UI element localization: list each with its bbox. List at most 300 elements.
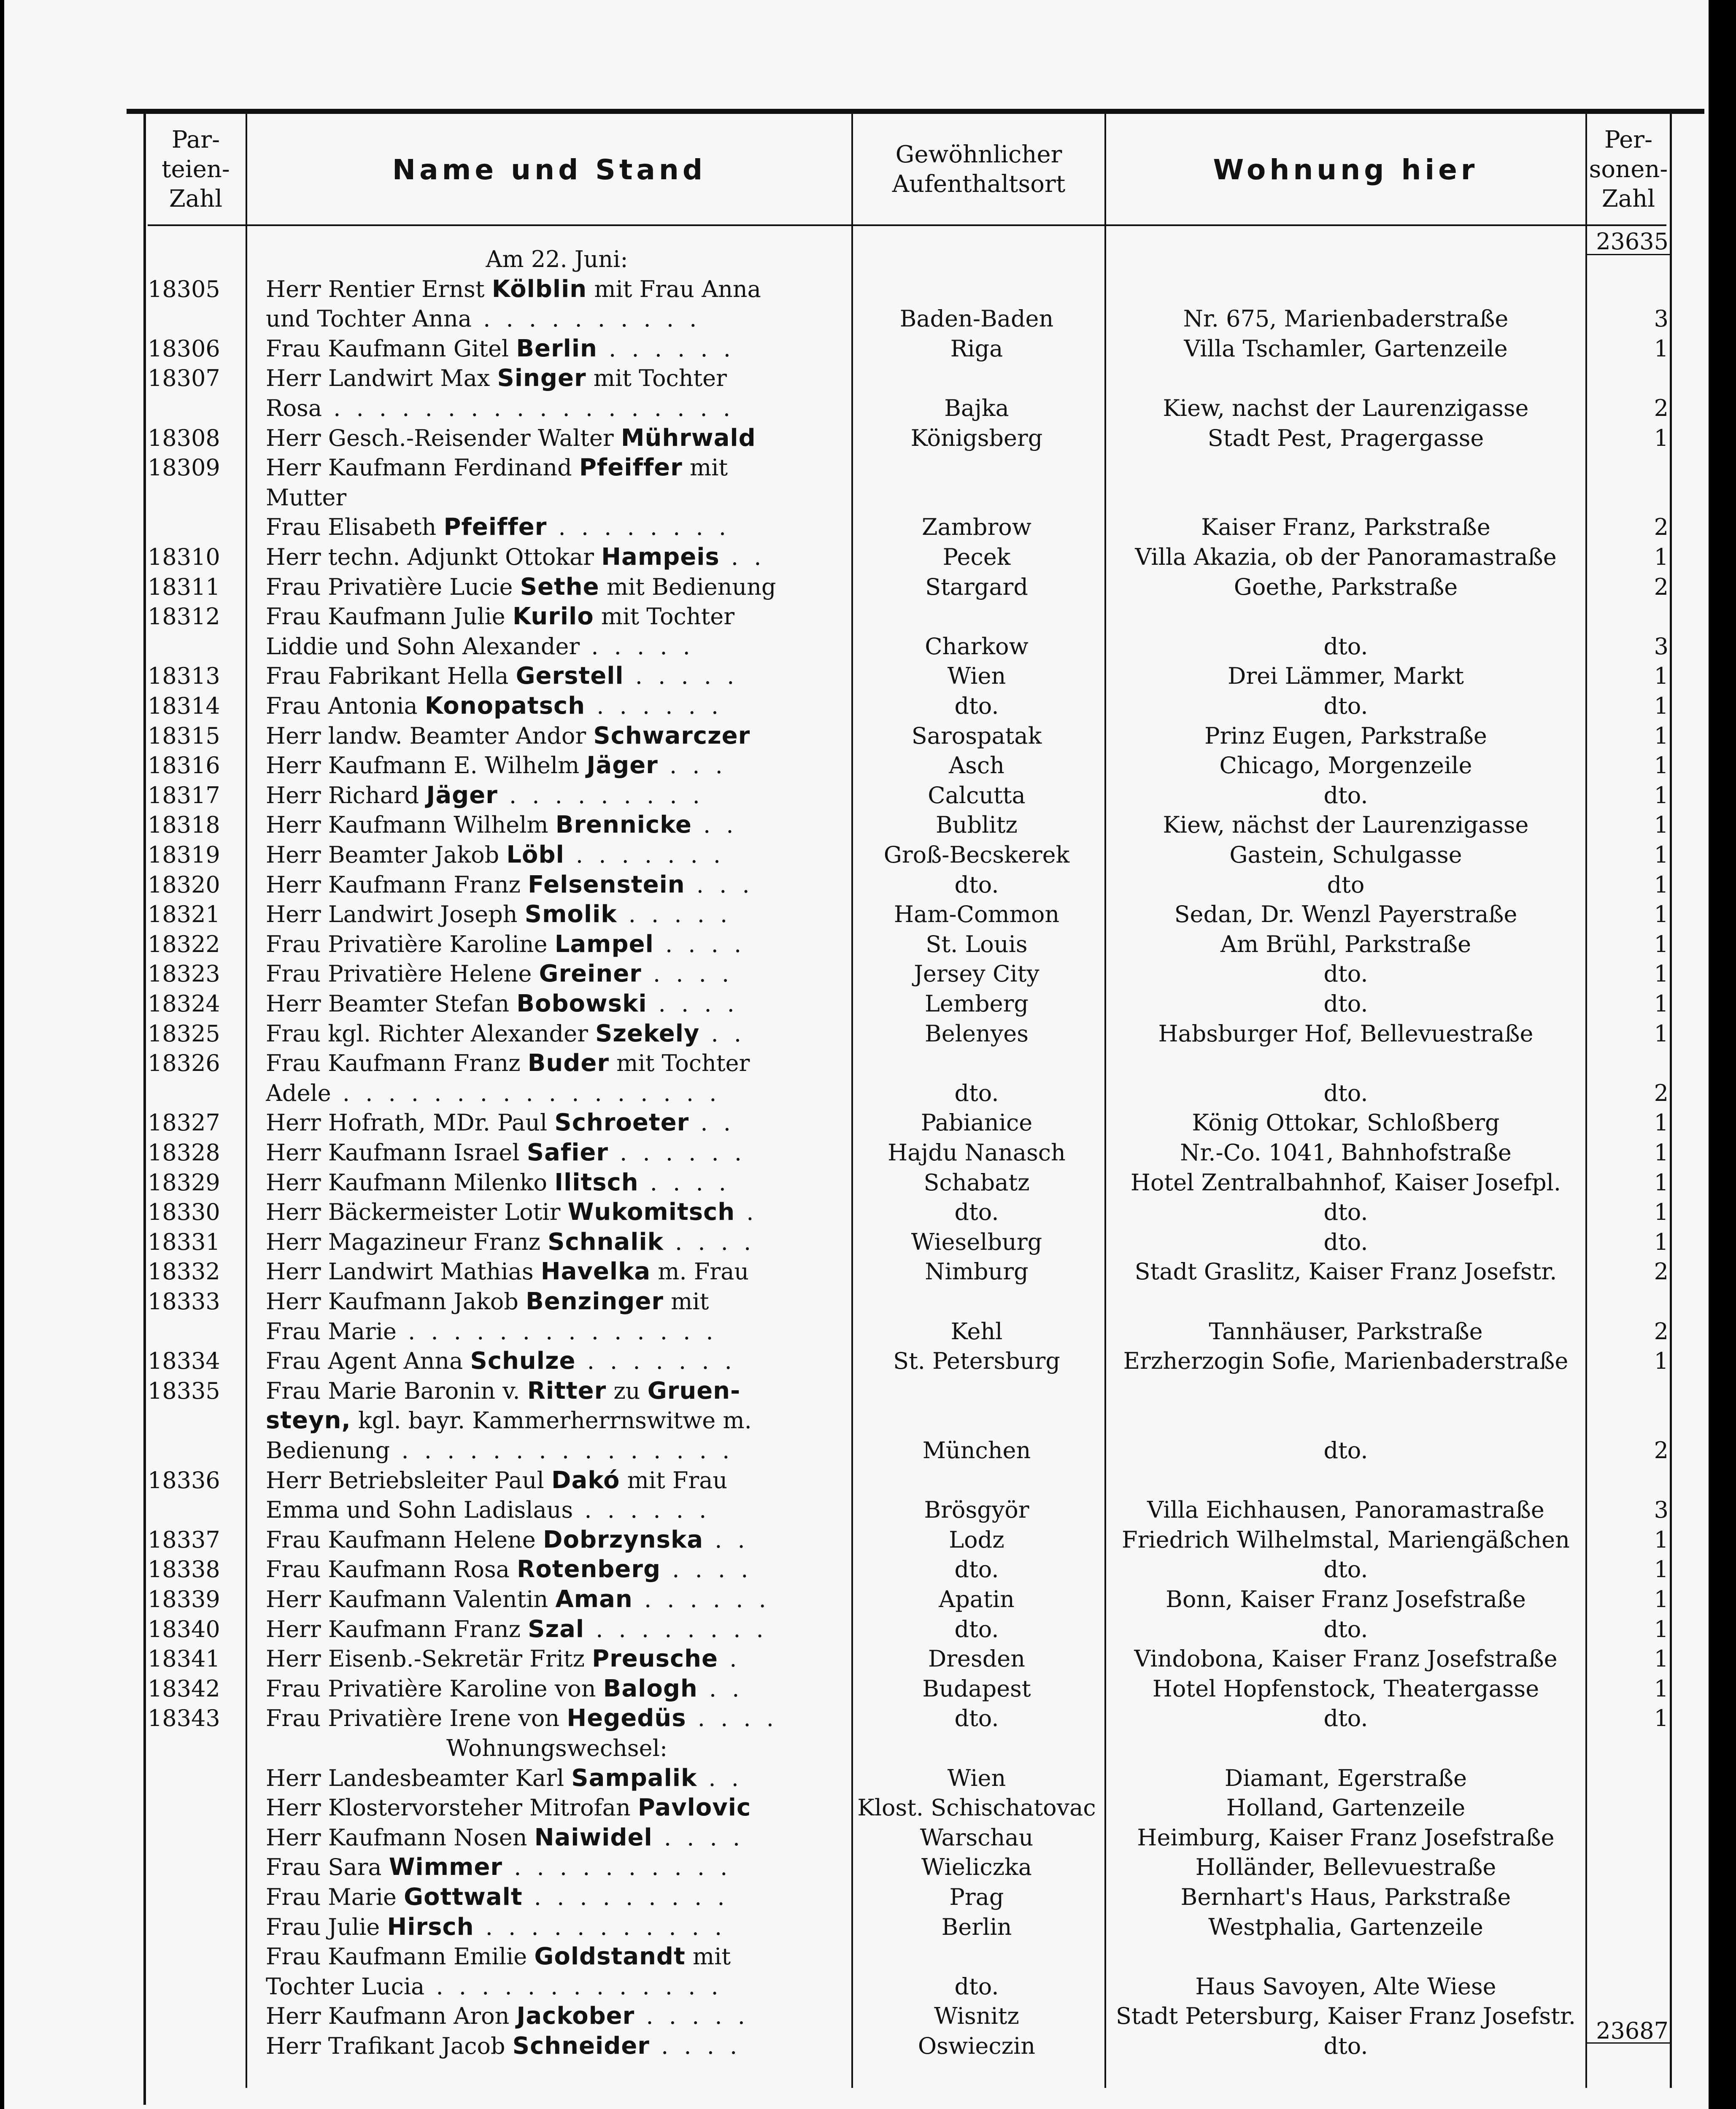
surname: Pfeiffer — [443, 513, 547, 541]
table-row — [4, 721, 1709, 751]
party-number: 18317 — [148, 782, 220, 809]
name-prefix: Herr Gesch.-Reisender Walter — [266, 425, 621, 451]
surname: Sampalik — [571, 1764, 697, 1792]
name-prefix: Tochter Lucia — [266, 1973, 425, 2000]
surname: Balogh — [603, 1675, 698, 1702]
name-and-status — [266, 1882, 848, 1912]
surname: Ritter — [527, 1377, 607, 1405]
leader-dots: . . . . . . . . . . — [472, 305, 701, 332]
name-prefix: Emma und Sohn Ladislaus — [266, 1497, 573, 1523]
surname: Wukomitsch — [567, 1198, 735, 1226]
usual-residence: dto. — [954, 1556, 999, 1583]
dwelling-address: Kiew, nächst der Laurenzigasse — [1163, 812, 1529, 838]
leader-dots: . . . — [658, 752, 727, 779]
usual-residence: Groß-Becskerek — [883, 841, 1070, 868]
name-prefix: Frau Privatière Helene — [266, 960, 539, 987]
surname: Jäger — [586, 752, 658, 779]
dwelling-address: dto — [1327, 871, 1365, 898]
name-suffix: mit — [663, 1288, 709, 1315]
leader-dots: . . . . — [649, 2033, 742, 2059]
usual-residence: Asch — [949, 752, 1004, 779]
party-number: 18337 — [148, 1526, 220, 1553]
persons-count: 1 — [1654, 544, 1669, 570]
section-heading-row — [4, 1734, 1709, 1763]
party-number: 18336 — [148, 1467, 220, 1494]
name-prefix: Frau Kaufmann Rosa — [266, 1556, 517, 1583]
dwelling-address: Goethe, Parkstraße — [1234, 574, 1458, 600]
persons-count: 1 — [1654, 1526, 1669, 1553]
name-and-status — [266, 512, 848, 542]
persons-count: 2 — [1654, 514, 1669, 540]
dwelling-address: dto. — [1323, 1705, 1368, 1731]
table-row — [4, 423, 1709, 453]
leader-dots: . . . . . . . . . — [497, 782, 704, 809]
table-row — [4, 1436, 1709, 1465]
header-party-number: Par- teien- Zahl — [162, 126, 230, 213]
name-and-status — [266, 334, 848, 364]
surname: Schroeter — [554, 1109, 689, 1136]
name-and-status — [266, 304, 848, 334]
table-row — [4, 691, 1709, 721]
surname: Lampel — [554, 930, 654, 958]
name-and-status — [266, 1764, 848, 1793]
leader-dots: . . . . . — [617, 901, 732, 928]
usual-residence: Wien — [947, 663, 1006, 689]
name-prefix: Mutter — [266, 484, 347, 511]
surname: Buder — [527, 1049, 609, 1077]
leader-dots: . . . . . . . . . . — [502, 1854, 732, 1880]
name-prefix: Herr Landwirt Joseph — [266, 901, 525, 928]
surname: Berlin — [516, 335, 597, 362]
dwelling-address: Kaiser Franz, Parkstraße — [1201, 514, 1490, 540]
surname: Jackober — [516, 2002, 635, 2030]
dwelling-address: dto. — [1323, 1556, 1368, 1583]
name-prefix: Herr Rentier Ernst — [266, 276, 492, 302]
leader-dots: . . . . — [653, 931, 746, 957]
party-number: 18340 — [148, 1616, 220, 1642]
table-row — [4, 394, 1709, 423]
usual-residence: Apatin — [939, 1586, 1015, 1613]
party-number: 18333 — [148, 1288, 220, 1315]
surname: Gerstell — [516, 662, 624, 690]
table-row — [4, 1823, 1709, 1853]
leader-dots: . . . . . . . . . — [522, 1884, 729, 1910]
name-and-status — [266, 1168, 848, 1197]
persons-count: 3 — [1654, 633, 1669, 660]
dwelling-address: Vindobona, Kaiser Franz Josefstraße — [1134, 1645, 1558, 1672]
leader-dots: . . . . — [652, 1824, 745, 1851]
leader-dots: . . . . . — [624, 663, 739, 689]
name-and-status — [266, 810, 848, 840]
table-row — [4, 334, 1709, 364]
name-and-status — [266, 275, 848, 304]
carried-total: 23635 — [1596, 228, 1669, 255]
surname: Bobowski — [516, 990, 647, 1017]
name-prefix: Adele — [266, 1080, 331, 1106]
usual-residence: Ham-Common — [894, 901, 1060, 928]
name-prefix: Herr techn. Adjunkt Ottokar — [266, 544, 602, 570]
dwelling-address: Gastein, Schulgasse — [1229, 841, 1462, 868]
name-and-status — [266, 1108, 848, 1138]
surname: Greiner — [539, 960, 642, 987]
persons-count: 1 — [1654, 1169, 1669, 1196]
surname: Ilitsch — [554, 1169, 639, 1196]
name-and-status — [266, 661, 848, 691]
name-prefix: Bedienung — [266, 1437, 390, 1464]
surname: Smolik — [524, 901, 617, 928]
surname: Sethe — [520, 573, 599, 601]
table-row — [4, 1674, 1709, 1704]
name-prefix: Frau kgl. Richter Alexander — [266, 1020, 596, 1047]
table-row — [4, 1585, 1709, 1614]
persons-count: 2 — [1654, 1318, 1669, 1345]
name-suffix: m. Frau — [651, 1258, 749, 1285]
surname: Safier — [526, 1139, 608, 1166]
name-and-status — [266, 1793, 848, 1823]
name-and-status — [266, 423, 848, 453]
surname: Szekely — [595, 1020, 700, 1047]
usual-residence: Budapest — [922, 1675, 1031, 1702]
persons-count: 1 — [1654, 335, 1669, 362]
surname: Konopatsch — [424, 692, 586, 720]
name-prefix: Frau Marie — [266, 1884, 404, 1910]
table-row — [4, 1019, 1709, 1049]
dwelling-address: Bonn, Kaiser Franz Josefstraße — [1166, 1586, 1526, 1613]
surname: Gottwalt — [404, 1883, 523, 1911]
table-row — [4, 751, 1709, 780]
usual-residence: Wien — [947, 1765, 1006, 1791]
usual-residence: Lodz — [949, 1526, 1004, 1553]
name-prefix: Frau Elisabeth — [266, 514, 444, 540]
name-suffix: mit Tochter — [586, 365, 727, 391]
table-row — [4, 1793, 1709, 1823]
persons-count: 1 — [1654, 782, 1669, 809]
surname: Felsenstein — [528, 871, 685, 898]
usual-residence: Charkow — [925, 633, 1029, 660]
table-row — [4, 1764, 1709, 1793]
usual-residence: Zambrow — [921, 514, 1032, 540]
persons-count: 1 — [1654, 663, 1669, 689]
table-row — [4, 1555, 1709, 1584]
dwelling-address: Nr. 675, Marienbaderstraße — [1183, 305, 1509, 332]
name-and-status — [266, 1853, 848, 1882]
usual-residence: Pabianice — [921, 1109, 1033, 1136]
table-row — [4, 1882, 1709, 1912]
dwelling-address: Villa Tschamler, Gartenzeile — [1184, 335, 1508, 362]
leader-dots: . . . . . . . . . . . . . . . . . — [331, 1080, 721, 1106]
header-rule — [148, 224, 1666, 226]
usual-residence: Dresden — [928, 1645, 1026, 1672]
party-number: 18324 — [148, 990, 220, 1017]
dwelling-address: Stadt Petersburg, Kaiser Franz Josefstr. — [1115, 2003, 1576, 2029]
name-and-status — [266, 900, 848, 929]
persons-count: 1 — [1654, 1020, 1669, 1047]
usual-residence: Pecek — [942, 544, 1011, 570]
dwelling-address: Sedan, Dr. Wenzl Payerstraße — [1174, 901, 1517, 928]
name-prefix: Frau Antonia — [266, 693, 425, 719]
name-and-status — [266, 364, 848, 393]
name-suffix: mit — [682, 454, 728, 481]
table-row — [4, 1912, 1709, 1942]
leader-dots: . . . . . . . . . . . — [474, 1914, 726, 1940]
dwelling-address: dto. — [1323, 782, 1368, 809]
name-prefix: Herr Bäckermeister Lotir — [266, 1199, 568, 1225]
name-and-status — [266, 1019, 848, 1049]
name-prefix: Frau Kaufmann Franz — [266, 1050, 528, 1076]
name-suffix: mit Frau Anna — [587, 276, 761, 302]
table-row — [4, 1168, 1709, 1197]
name-and-status — [266, 2031, 848, 2061]
party-number: 18323 — [148, 960, 220, 987]
name-prefix: Herr Kaufmann Jakob — [266, 1288, 526, 1315]
dwelling-address: dto. — [1323, 1229, 1368, 1255]
final-total: 23687 — [1596, 2017, 1669, 2044]
name-and-status — [266, 1406, 848, 1435]
party-number: 18326 — [148, 1050, 220, 1076]
table-row — [4, 1615, 1709, 1644]
usual-residence: München — [922, 1437, 1031, 1464]
leader-dots: . . . . . . . — [564, 841, 725, 868]
party-number: 18343 — [148, 1705, 220, 1731]
usual-residence: Klost. Schischatovac — [857, 1794, 1096, 1821]
table-row — [4, 1108, 1709, 1138]
name-prefix: Frau Marie Baronin v. — [266, 1378, 527, 1404]
name-prefix: Herr Klostervorsteher Mitrofan — [266, 1794, 638, 1821]
table-row — [4, 453, 1709, 483]
leader-dots: . . — [689, 1109, 735, 1136]
table-row — [4, 989, 1709, 1019]
persons-count: 3 — [1654, 305, 1669, 332]
leader-dots: . . . . . — [634, 2003, 749, 2029]
table-row — [4, 1227, 1709, 1257]
name-and-status — [266, 1466, 848, 1495]
name-prefix: Herr Eisenb.-Sekretär Fritz — [266, 1645, 592, 1672]
leader-dots: . . — [703, 1526, 749, 1553]
name-suffix: mit Bedienung — [599, 574, 776, 600]
name-and-status — [266, 602, 848, 631]
leader-dots: . — [718, 1645, 741, 1672]
persons-count: 1 — [1654, 425, 1669, 451]
party-number: 18311 — [148, 574, 220, 600]
name-prefix: Frau Privatière Irene von — [266, 1705, 567, 1731]
name-and-status — [266, 1912, 848, 1942]
surname: Kölblin — [491, 275, 587, 303]
name-and-status — [266, 781, 848, 810]
table-row — [4, 1466, 1709, 1495]
leader-dots: . . . . . . . — [575, 1348, 736, 1374]
name-prefix: Herr Kaufmann Ferdinand — [266, 454, 579, 481]
dwelling-address: Kiew, nachst der Laurenzigasse — [1163, 395, 1529, 421]
name-prefix: Frau Marie — [266, 1318, 397, 1345]
name-and-status — [266, 959, 848, 989]
leader-dots: . . . . . . . . . . . . . . — [396, 1318, 718, 1345]
table-row — [4, 364, 1709, 393]
name-prefix: Herr Kaufmann Aron — [266, 2003, 517, 2029]
leader-dots: . . — [697, 1675, 744, 1702]
party-number: 18341 — [148, 1645, 220, 1672]
dwelling-address: Chicago, Morgenzeile — [1219, 752, 1472, 779]
name-and-status — [266, 1555, 848, 1584]
name-prefix: Herr Kaufmann Wilhelm — [266, 812, 556, 838]
name-and-status — [266, 1138, 848, 1168]
party-number: 18329 — [148, 1169, 220, 1196]
party-number: 18318 — [148, 812, 220, 838]
dwelling-address: Am Brühl, Parkstraße — [1220, 931, 1471, 957]
party-number: 18305 — [148, 276, 220, 302]
usual-residence: Wieliczka — [921, 1854, 1032, 1880]
table-row — [4, 1287, 1709, 1316]
name-and-status — [266, 721, 848, 751]
party-number: 18321 — [148, 901, 220, 928]
persons-count: 1 — [1654, 1139, 1669, 1166]
register-page — [4, 0, 1709, 2109]
name-prefix: Herr Landesbeamter Karl — [266, 1765, 572, 1791]
persons-count: 1 — [1654, 841, 1669, 868]
dwelling-address: Stadt Pest, Pragergasse — [1207, 425, 1484, 451]
leader-dots: . . . . — [647, 990, 739, 1017]
persons-count: 1 — [1654, 1616, 1669, 1642]
name-and-status — [266, 572, 848, 602]
surname: Schneider — [512, 2032, 650, 2060]
surname: Schwarczer — [593, 722, 751, 750]
persons-count: 3 — [1654, 1497, 1669, 1523]
name-and-status — [266, 989, 848, 1019]
usual-residence: Oswieczin — [918, 2033, 1036, 2059]
table-row — [4, 1049, 1709, 1078]
name-and-status — [266, 691, 848, 721]
usual-residence: Kehl — [950, 1318, 1003, 1345]
table-row — [4, 1138, 1709, 1168]
name-and-status — [266, 483, 848, 512]
name-suffix: mit Tochter — [609, 1050, 750, 1076]
table-row — [4, 512, 1709, 542]
name-and-status — [266, 1495, 848, 1525]
dwelling-address: Erzherzogin Sofie, Marienbaderstraße — [1123, 1348, 1569, 1374]
party-number: 18319 — [148, 841, 220, 868]
usual-residence: dto. — [954, 1705, 999, 1731]
party-number: 18338 — [148, 1556, 220, 1583]
name-prefix: Frau Kaufmann Julie — [266, 603, 513, 630]
usual-residence: Stargard — [925, 574, 1028, 600]
name-suffix: kgl. bayr. Kammerherrnswitwe m. — [351, 1407, 752, 1434]
name-and-status — [266, 751, 848, 780]
name-prefix: Frau Privatière Lucie — [266, 574, 520, 600]
name-and-status — [266, 1674, 848, 1704]
name-prefix: Herr Richard — [266, 782, 427, 809]
dwelling-address: Hotel Hopfenstock, Theatergasse — [1152, 1675, 1539, 1702]
party-number: 18310 — [148, 544, 220, 570]
usual-residence: Warschau — [920, 1824, 1034, 1851]
surname: Gruen- — [647, 1377, 741, 1405]
persons-count: 1 — [1654, 1586, 1669, 1613]
usual-residence: Riga — [950, 335, 1003, 362]
dwelling-address: dto. — [1323, 1080, 1368, 1106]
party-number: 18320 — [148, 871, 220, 898]
dwelling-address: König Ottokar, Schloßberg — [1192, 1109, 1500, 1136]
party-number: 18313 — [148, 663, 220, 689]
name-and-status — [266, 1376, 848, 1406]
name-prefix: Frau Privatière Karoline von — [266, 1675, 603, 1702]
dwelling-address: dto. — [1323, 633, 1368, 660]
party-number: 18307 — [148, 365, 220, 391]
leader-dots: . . . . — [663, 1229, 756, 1255]
surname: Hirsch — [387, 1913, 474, 1941]
party-number: 18330 — [148, 1199, 220, 1225]
surname: Aman — [555, 1586, 633, 1613]
party-number: 18312 — [148, 603, 220, 630]
name-and-status — [266, 1525, 848, 1555]
leader-dots: . . . . . . — [608, 1139, 746, 1166]
name-and-status — [266, 632, 848, 661]
leader-dots: . . . . . . . . . . . . . . . — [390, 1437, 734, 1464]
persons-count: 1 — [1654, 812, 1669, 838]
surname: Dobrzynska — [543, 1526, 704, 1553]
leader-dots: . . . . . . — [597, 335, 735, 362]
name-and-status — [266, 930, 848, 959]
name-prefix: Herr Hofrath, MDr. Paul — [266, 1109, 555, 1136]
name-prefix: Herr Kaufmann Franz — [266, 1616, 528, 1642]
name-prefix: Frau Kaufmann Gitel — [266, 335, 516, 362]
surname: Preusche — [592, 1645, 718, 1672]
usual-residence: dto. — [954, 693, 999, 719]
section-heading: Wohnungswechsel: — [446, 1735, 668, 1761]
dwelling-address: Prinz Eugen, Parkstraße — [1204, 723, 1487, 749]
name-prefix: Herr Kaufmann Franz — [266, 871, 528, 898]
name-prefix: Herr Kaufmann Nosen — [266, 1824, 535, 1851]
section-heading-row — [4, 245, 1709, 274]
usual-residence: Berlin — [941, 1914, 1012, 1940]
name-prefix: Herr Kaufmann Valentin — [266, 1586, 556, 1613]
name-and-status — [266, 1972, 848, 2001]
leader-dots: . . — [697, 1765, 743, 1791]
table-row — [4, 930, 1709, 959]
persons-count: 1 — [1654, 960, 1669, 987]
name-and-status — [266, 453, 848, 483]
surname: Dakó — [551, 1467, 620, 1494]
table-row — [4, 1495, 1709, 1525]
header-persons-number: Per- sonen- Zahl — [1589, 126, 1668, 213]
leader-dots: . . — [691, 812, 738, 838]
name-and-status — [266, 1197, 848, 1227]
dwelling-address: Villa Eichhausen, Panoramastraße — [1147, 1497, 1544, 1523]
dwelling-address: Haus Savoyen, Alte Wiese — [1195, 1973, 1496, 2000]
leader-dots: . . . . — [661, 1556, 753, 1583]
table-row — [4, 959, 1709, 989]
name-and-status — [266, 840, 848, 870]
dwelling-address: Tannhäuser, Parkstraße — [1209, 1318, 1483, 1345]
surname: Goldstandt — [534, 1943, 686, 1970]
usual-residence: Belenyes — [925, 1020, 1029, 1047]
dwelling-address: Holland, Gartenzeile — [1226, 1794, 1466, 1821]
party-number: 18327 — [148, 1109, 220, 1136]
dwelling-address: Villa Akazia, ob der Panoramastraße — [1135, 544, 1557, 570]
name-prefix: Rosa — [266, 395, 322, 421]
surname: Naiwidel — [534, 1824, 653, 1851]
name-prefix: Herr Beamter Stefan — [266, 990, 517, 1017]
table-row — [4, 1942, 1709, 1971]
table-row — [4, 810, 1709, 840]
table-row — [4, 870, 1709, 900]
persons-count: 1 — [1654, 1109, 1669, 1136]
header-usual-residence: Gewöhnlicher Aufenthaltsort — [892, 141, 1066, 198]
usual-residence: Brösgyör — [924, 1497, 1029, 1523]
persons-count: 1 — [1654, 871, 1669, 898]
usual-residence: Bublitz — [936, 812, 1018, 838]
persons-count: 2 — [1654, 395, 1669, 421]
table-row — [4, 900, 1709, 929]
header-dwelling-here: Wohnung hier — [1213, 153, 1479, 186]
persons-count: 2 — [1654, 574, 1669, 600]
